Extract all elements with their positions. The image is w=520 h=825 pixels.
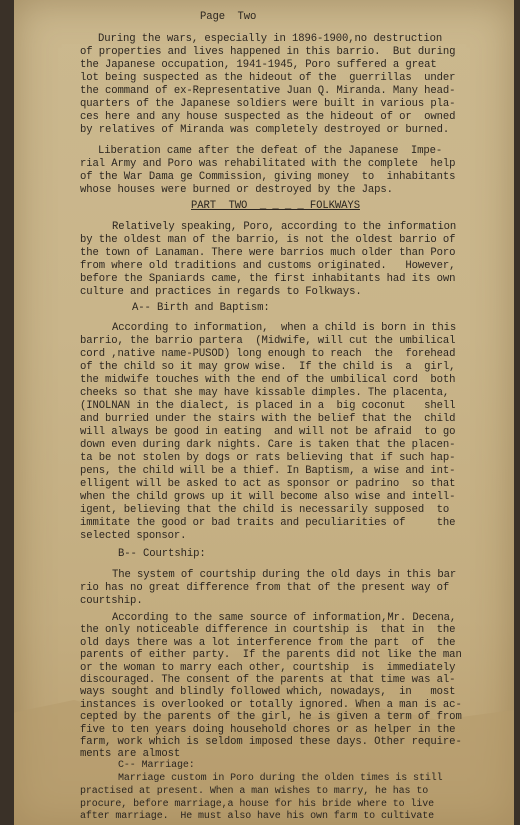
text-line: will always be good in eating and will not be afraid to go — [80, 426, 456, 438]
text-line: farm, work which is seldom imposed these days. Other require- — [80, 736, 462, 748]
text-line: of properties and lives happened in this barrio. But during — [80, 46, 456, 58]
text-line: igent, believing that the child is necessarily supposed to — [80, 504, 450, 516]
text-line: cheeks so that she may have kissable dimples. The placenta, — [80, 387, 450, 399]
text-line: rial Army and Poro was rehabilitated with the complete help — [80, 158, 456, 170]
document-page — [14, 0, 514, 825]
text-line: the town of Lanaman. There were barrios much older than Poro — [80, 247, 456, 259]
text-line: culture and practices in regards to Folkways. — [80, 286, 362, 298]
text-line: barrio, the barrio partera (Midwife, will cut the umbilical — [80, 335, 456, 347]
text-line: quarters of the Japanese soldiers were built in various pla- — [80, 98, 456, 110]
text-line: five to ten years doing household chores or as helper in the — [80, 723, 456, 736]
text-line: the Japanese occupation, 1941-1945, Poro suffered a great — [80, 59, 437, 71]
text-line: courtship. — [80, 595, 143, 607]
text-line: when the child grows up it will become also wise and intell- — [80, 491, 456, 503]
text-line: whose houses were burned or destroyed by the Japs. — [80, 184, 393, 196]
text-line: During the wars, especially in 1896-1900,no destruction — [98, 33, 443, 45]
text-line: Marriage custom in Poro during the olden times is still — [118, 773, 443, 784]
text-line: ta be not stolen by dogs or rats believing that if such hap- — [80, 452, 456, 464]
subheading-marriage: C-- Marriage: — [118, 760, 195, 771]
text-line: the midwife touches with the end of the umbilical cord both — [80, 374, 456, 386]
text-line: elligent will be asked to act as sponsor or padrino so that — [80, 478, 456, 490]
text-line: the only noticeable difference in courtship is that in the — [80, 624, 456, 637]
text-line: down even during dark nights. Care is taken that the placen- — [80, 439, 456, 451]
text-line: The system of courtship during the old days in this bar — [112, 569, 457, 581]
text-line: According to information, when a child is born in this — [112, 322, 457, 334]
text-line: selected sponsor. — [80, 530, 187, 542]
text-line: of the War Dama ge Commission, giving money to inhabitants — [80, 171, 456, 183]
text-line: cepted by the parents of the girl, he is given a term of from — [80, 711, 462, 724]
section-heading: PART TWO _ _ _ _ FOLKWAYS — [191, 200, 360, 212]
text-line: ways sought and blindly followed which, nowadays, in most — [80, 686, 456, 699]
page-header: Page Two — [200, 11, 257, 23]
text-line: ces here and any house suspected as the hideout of or owned — [80, 111, 456, 123]
text-line: Liberation came after the defeat of the Japanese Impe- — [98, 145, 443, 157]
text-line: lot being suspected as the hideout of the guerrillas under — [80, 72, 456, 84]
text-line: before the Spaniards came, the first inhabitants had its own — [80, 273, 456, 285]
text-line: instances is overlooked or totally ignored. When a man is ac- — [80, 698, 462, 711]
text-line: after marriage. He must also have his own farm to cultivate — [80, 811, 435, 822]
document-text — [14, 0, 514, 825]
text-line: from where old traditions and customs originated. However, — [80, 260, 456, 272]
text-line: by the oldest man of the barrio, is not the oldest barrio of — [80, 234, 456, 246]
text-line: parents of either party. If the parents did not like the man — [80, 649, 462, 662]
text-line: (INOLNAN in the dialect, is placed in a big coconut shell — [80, 400, 456, 412]
text-line: or the woman to marry each other, courtship is immediately — [80, 661, 456, 674]
text-line: old days there was a lot interference from the part of the — [80, 636, 456, 649]
text-line: rio has no great difference from that of the present way of — [80, 582, 450, 594]
text-line: According to the same source of information,Mr. Decena, — [112, 612, 457, 624]
text-line: practised at present. When a man wishes to marry, he has to — [80, 786, 429, 797]
text-line: of the child so it may grow wise. If the child is a girl, — [80, 361, 456, 373]
text-line: by relatives of Miranda was completely destroyed or burned. — [80, 124, 450, 136]
text-line: and burried under the stairs with the belief that the child — [80, 413, 456, 425]
text-line: Relatively speaking, Poro, according to the information — [112, 221, 457, 233]
subheading-courtship: B-- Courtship: — [118, 548, 206, 560]
text-line: pens, the child will be a thief. In Baptism, a wise and int- — [80, 465, 456, 477]
text-line: procure, before marriage,a house for his bride where to live — [80, 799, 435, 810]
text-line: discouraged. The consent of the parents at that time was al- — [80, 674, 456, 686]
text-line: immitate the good or bad traits and peculiarities of the — [80, 517, 456, 529]
text-line: cord ,native name-PUSOD) long enough to reach the forehead — [80, 348, 456, 360]
text-line: the command of ex-Representative Juan Q. Miranda. Many head- — [80, 85, 456, 97]
subheading-birth: A-- Birth and Baptism: — [132, 302, 270, 314]
text-line: ments are almost — [80, 748, 181, 761]
